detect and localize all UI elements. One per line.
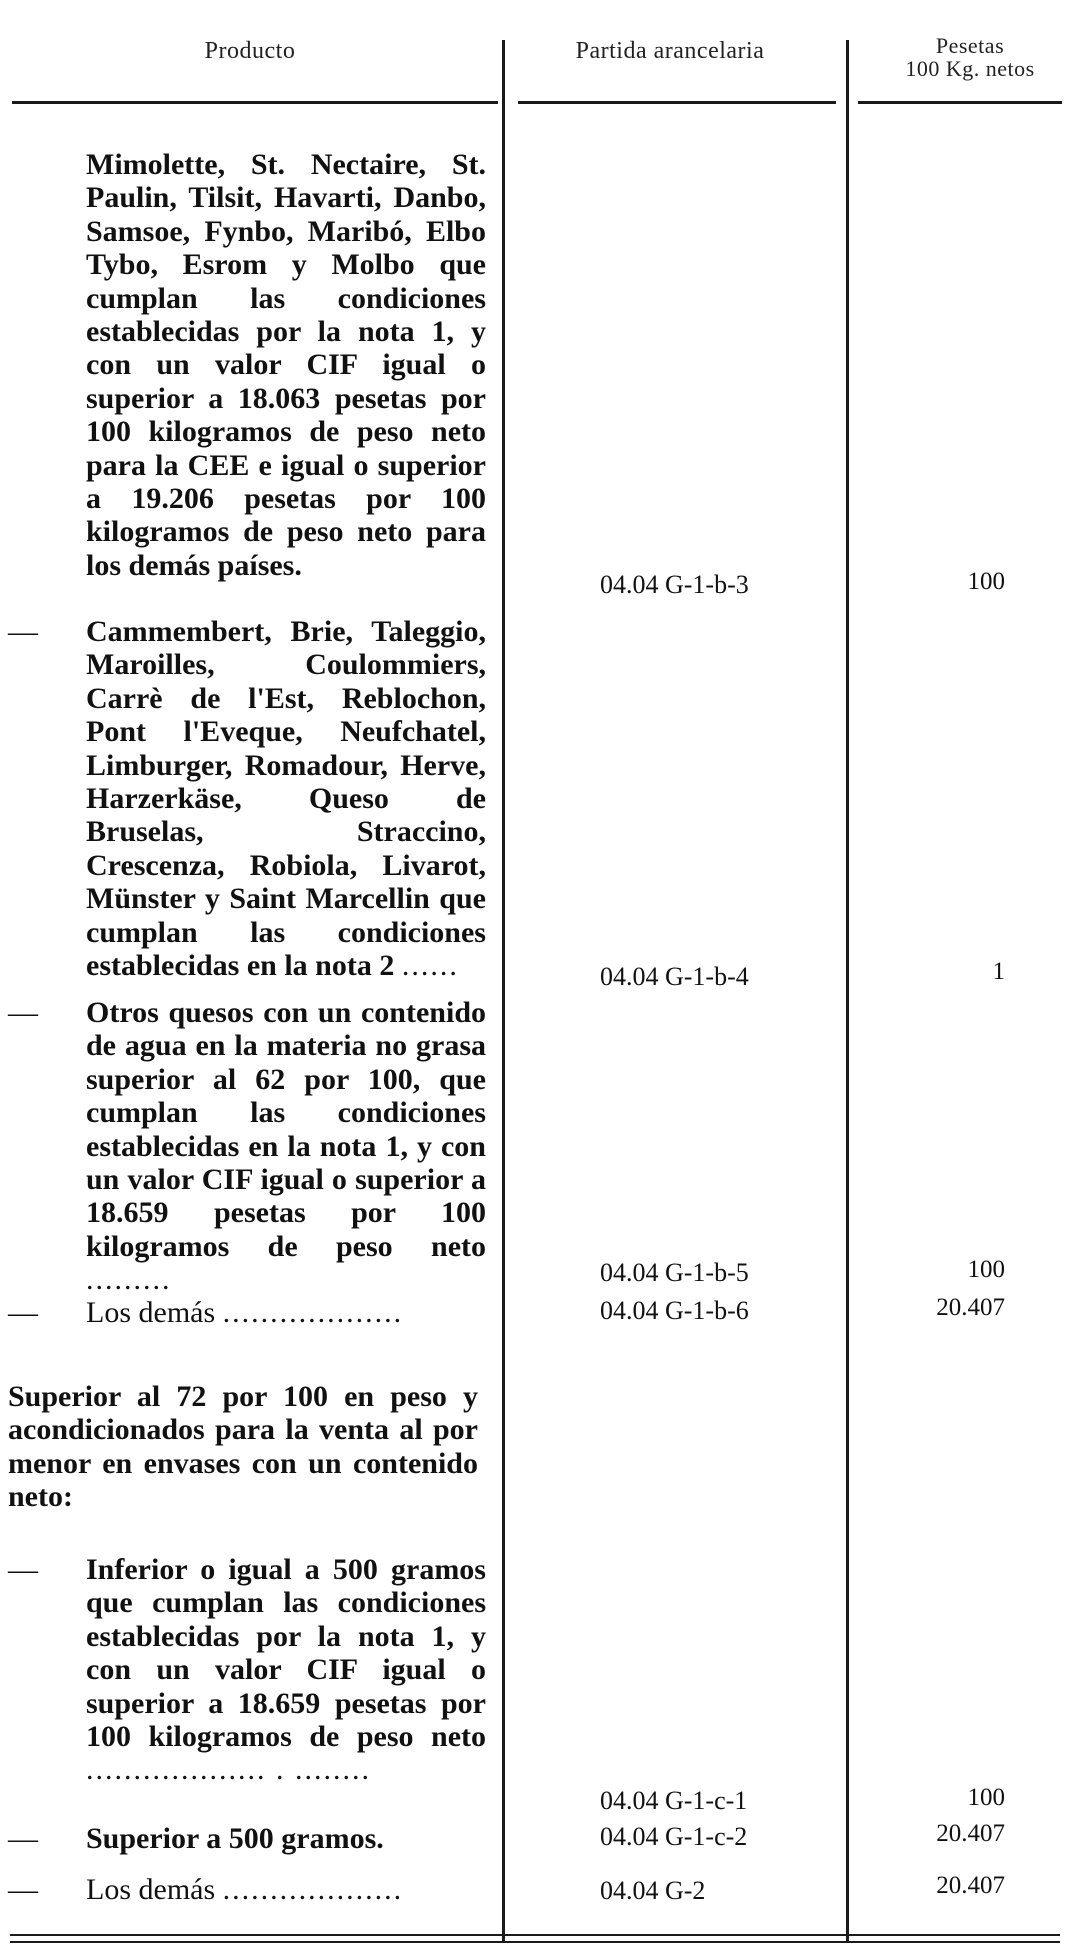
column-divider-1 [502,40,505,1942]
product-text: Los demás [86,1296,216,1329]
tariff-code: 04.04 G-1-b-5 [600,1258,749,1287]
amount-value: 20.407 [936,1872,1005,1899]
product-description [86,1296,486,1329]
header-rule-col3 [858,101,1062,104]
product-text: Otros quesos con un contenido de agua en la materia no grasa superior al 62 por 100, que cumplan las condiciones establecidas en la nota 1, y con un valor CIF igual o superior a 18.659 pesetas por 100 kilogramos de peso neto [86,996,486,1263]
header-pesetas-line2: 100 Kg. netos [905,56,1035,81]
header-pesetas [870,34,1070,80]
list-dash: — [8,1296,38,1329]
header-producto: Producto [204,38,296,64]
section-heading: Superior al 72 por 100 en peso y acondicionados para la venta al por menor en envases con un contenido neto: [8,1380,478,1514]
header-partida: Partida arancelaria [575,38,765,64]
product-text: Cammembert, Brie, Taleggio, Maroilles, Coulommiers, Carrè de l'Est, Reblochon, Pont l'Eveque, Neufchatel, Limburger, Romadour, Herve, Harzerkäse, Queso de Bruselas, Straccino, Crescenza, Robiola, Livarot, Münster y Saint Marcellin que cumplan las condiciones establecidas en la nota 2 [86,615,486,983]
amount-value: 100 [967,1784,1005,1811]
tariff-code: 04.04 G-1-b-6 [600,1296,749,1325]
product-text: Inferior o igual a 500 gramos que cumplan las condiciones establecidas por la nota 1, y con un valor CIF igual o superior a 18.659 pesetas por 100 kilogramos de peso neto [86,1553,486,1754]
leader-dots: ................... . ........ [86,1753,371,1787]
bottom-rule-top [10,1934,1060,1936]
product-description: Superior a 500 gramos. [86,1822,384,1855]
product-description [86,1873,486,1906]
product-description: Mimolette, St. Nectaire, St. Paulin, Tilsit, Havarti, Danbo, Samsoe, Fynbo, Maribó, Elbo Tybo, Esrom y Molbo que cumplan las condiciones establecidas por la nota 1, y con un valor CIF igual o superior a 18.063 pesetas por 100 kilogramos de peso neto para la CEE e igual o superior a 19.206 pesetas por 100 kilogramos de peso neto para los demás países. [86,148,486,582]
leader-dots: ......... [86,1263,172,1297]
leader-dots: ................... [222,1296,404,1329]
bottom-rule-bottom [10,1941,1060,1943]
tariff-code: 04.04 G-1-c-1 [600,1786,748,1815]
header-rule-col1 [12,101,498,104]
product-description [86,615,486,982]
list-dash: — [8,1553,38,1586]
leader-dots: ...... [401,949,459,983]
column-divider-2 [846,40,849,1942]
product-text: Los demás [86,1873,216,1906]
product-description [86,996,486,1297]
amount-value: 20.407 [936,1820,1005,1847]
list-dash: — [8,1822,38,1855]
amount-value: 100 [967,568,1005,595]
tariff-code: 04.04 G-1-c-2 [600,1822,748,1851]
tariff-code: 04.04 G-1-b-3 [600,570,749,599]
header-pesetas-line1: Pesetas [935,33,1005,58]
tariff-code: 04.04 G-1-b-4 [600,962,749,991]
list-dash: — [8,1873,38,1906]
list-dash: — [8,996,38,1029]
amount-value: 1 [992,958,1005,985]
product-description [86,1553,486,1787]
tariff-code: 04.04 G-2 [600,1876,706,1905]
list-dash: — [8,615,38,648]
header-rule-col2 [518,101,836,104]
amount-value: 20.407 [936,1294,1005,1321]
leader-dots: ................... [222,1873,404,1906]
amount-value: 100 [967,1256,1005,1283]
